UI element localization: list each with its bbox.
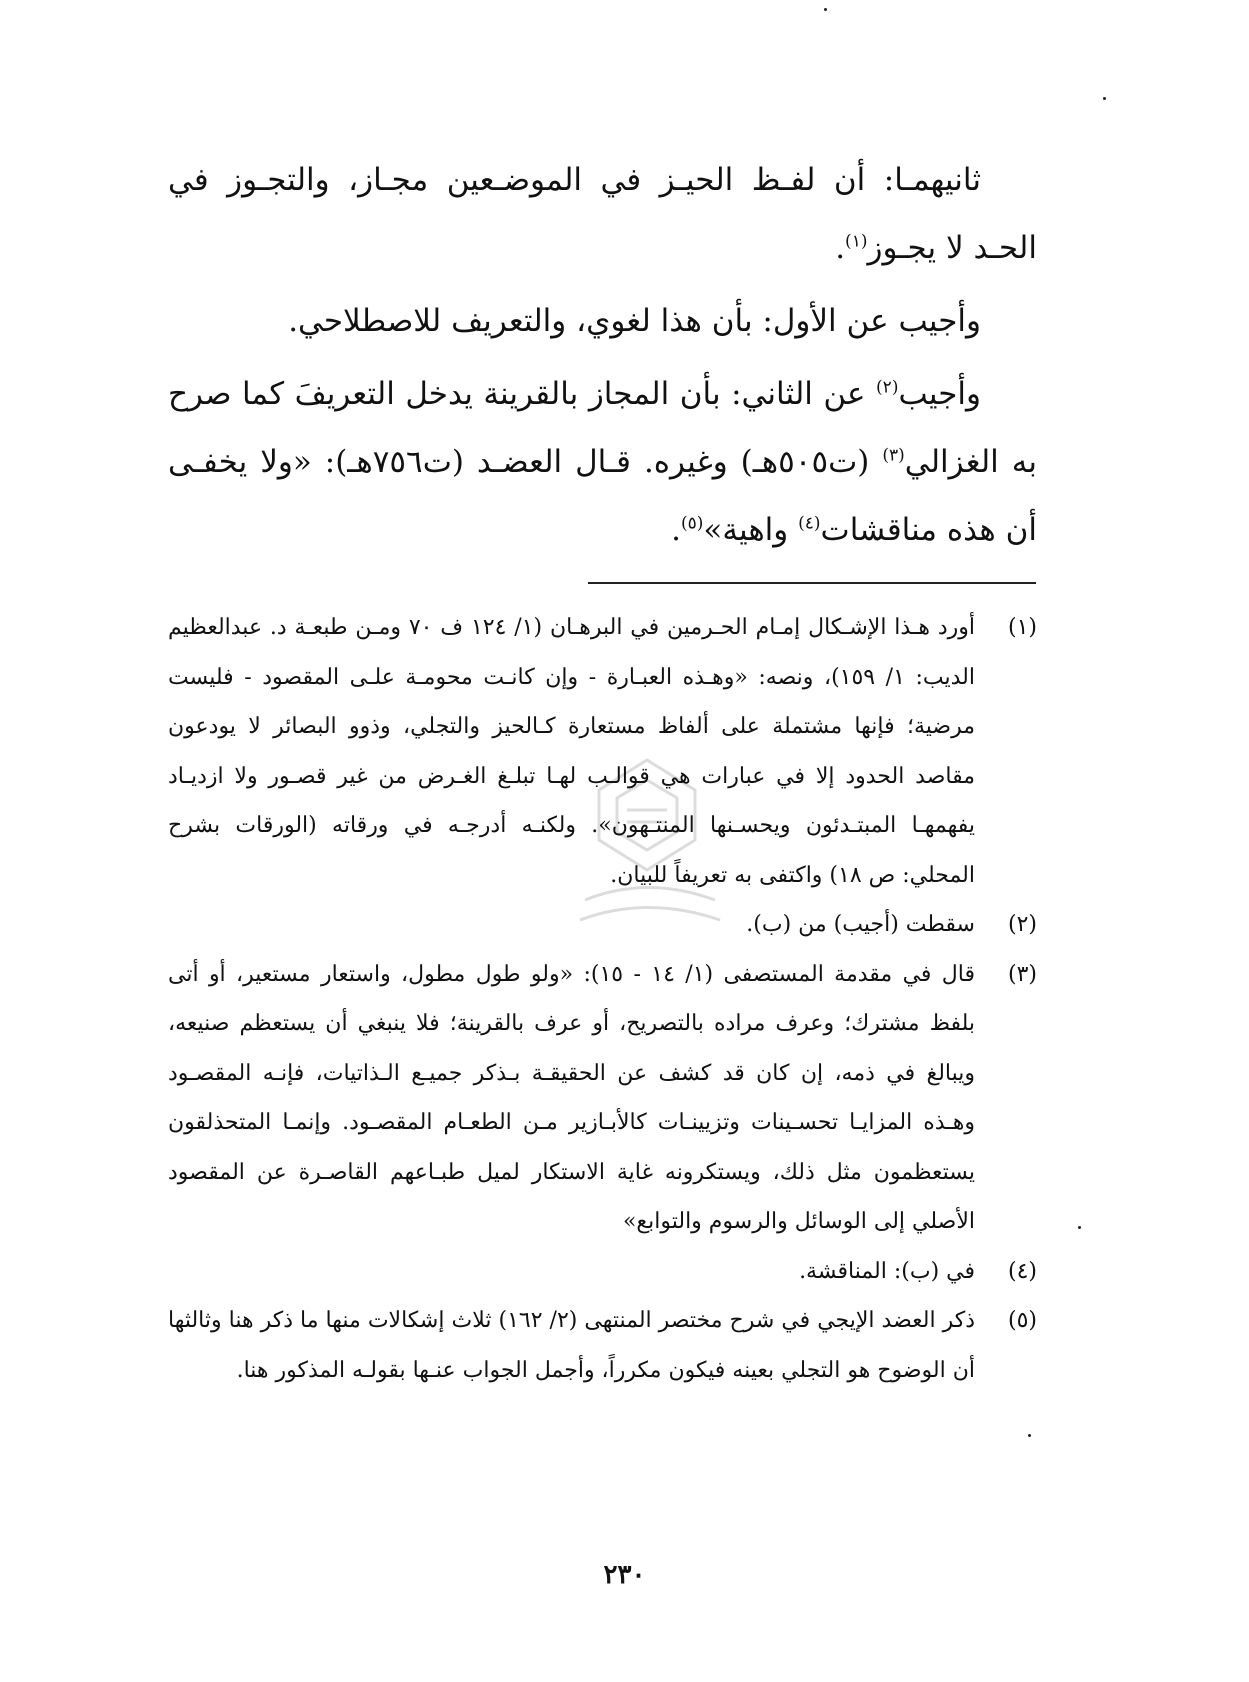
paragraph-answer-second bbox=[168, 360, 1037, 564]
footnote-ref-1[interactable]: (١) bbox=[845, 231, 868, 252]
footnote-3 bbox=[168, 950, 1037, 1247]
footnote-text: في (ب): المناقشة. bbox=[799, 1258, 975, 1284]
footnote-ref-3[interactable]: (٣) bbox=[882, 445, 905, 466]
footnote-number: (٤) bbox=[1007, 1258, 1037, 1284]
footnote-1 bbox=[168, 603, 1037, 900]
footnote-number: (٥) bbox=[1007, 1308, 1037, 1333]
footnote-text: سقطت (أجيب) من (ب). bbox=[746, 912, 975, 937]
footnote-number: (٢) bbox=[1007, 912, 1037, 937]
footnotes bbox=[168, 603, 1037, 1395]
footnote-ref-2[interactable]: (٢) bbox=[876, 377, 899, 398]
scan-speck bbox=[1028, 1434, 1031, 1437]
scan-speck bbox=[1103, 97, 1106, 100]
paragraph-second-objection bbox=[168, 146, 1037, 282]
scan-speck bbox=[1078, 1226, 1081, 1229]
footnote-number: (١) bbox=[1007, 615, 1037, 640]
paragraph-text: واهية» bbox=[703, 512, 799, 548]
main-body bbox=[168, 146, 1037, 569]
footnote-number: (٣) bbox=[1007, 961, 1037, 987]
footnote-ref-4[interactable]: (٤) bbox=[798, 513, 821, 534]
footnote-4 bbox=[168, 1247, 1037, 1297]
paragraph-text: عن الثاني: بأن المجاز بالقرينة يدخل التعريفَ كما صرح به الغزالي bbox=[168, 376, 1037, 480]
footnote-ref-5[interactable]: (٥) bbox=[680, 513, 704, 534]
paragraph-end: . bbox=[835, 230, 846, 266]
scan-speck bbox=[824, 8, 827, 11]
page-number: ٢٣٠ bbox=[603, 1560, 646, 1590]
paragraph-end: . bbox=[671, 512, 681, 548]
footnote-text: أورد هـذا الإشـكال إمـام الحـرمين في البرهـان (١/ ١٢٤ ف ٧٠ ومـن طبعـة د. عبدالعظيم الديب: ١/ ١٥٩)، ونصه: «وهـذه العبـارة - وإن كانـت محومـة علـى المقصود - فليست مرضية؛ فإنها مشتملة على ألفاظ مستعارة كـالحيز والتجلي، وذوو البصائر لا يودعون مقاصد الحدود إلا في عبارات هي قوالـب لهـا تبلـغ الغـرض من غير قصـور ولا ازديـاد يفهمهـا المبتـدئون ويحسـنها المنتـهون». ولكنـه أدرجـه في ورقاته (الورقات بشرح المحلي: ص ١٨) واكتفى به تعريفاً للبيان. bbox=[168, 615, 976, 888]
footnote-separator bbox=[588, 582, 1036, 584]
paragraph-text: وأجيب bbox=[898, 376, 981, 412]
footnote-2 bbox=[168, 900, 1037, 950]
footnote-text: قال في مقدمة المستصفى (١/ ١٤ - ١٥): «ولو طول مطول، واستعار مستعير، أو أتى بلفظ مشترك؛ وعرف مراده بالتصريح، أو عرف بالقرينة؛ فلا ينبغي أن يستعظم صنيعه، ويبالغ في ذمه، إن كان قد كشف عن الحقيقـة بـذكر جميـع الـذاتيات، فإنـه المقصـود وهـذه المزايـا تحسـينات وتزيينـات كالأبـازير مـن الطعـام المقصـود. وإنمـا المتحذلقون يستعظمون مثل ذلك، ويستكرونه غاية الاستكار لميل طبـاعهم القاصـرة عن المقصود الأصلي إلى الوسائل والرسوم والتوابع» bbox=[168, 961, 976, 1234]
paragraph-text: ثانيهمـا: أن لفـظ الحيـز في الموضـعين مجـاز، والتجـوز في الحـد لا يجـوز bbox=[168, 162, 1037, 266]
paragraph-text: (ت٥٠٥هـ) وغيره. قـال العضـد (ت٧٥٦هـ): «ولا يخفـى أن هذه مناقشات bbox=[168, 444, 1037, 548]
footnote-5 bbox=[168, 1296, 1037, 1395]
footnote-text: ذكر العضد الإيجي في شرح مختصر المنتهى (٢/ ١٦٢) ثلاث إشكالات منها ما ذكر هنا وثالثها أن الوضوح هو التجلي بعينه فيكون مكرراً، وأجمل الجواب عنـها بقولـه المذكور هنا. bbox=[168, 1308, 976, 1383]
paragraph-answer-first: وأجيب عن الأول: بأن هذا لغوي، والتعريف للاصطلاحي. bbox=[288, 303, 981, 339]
